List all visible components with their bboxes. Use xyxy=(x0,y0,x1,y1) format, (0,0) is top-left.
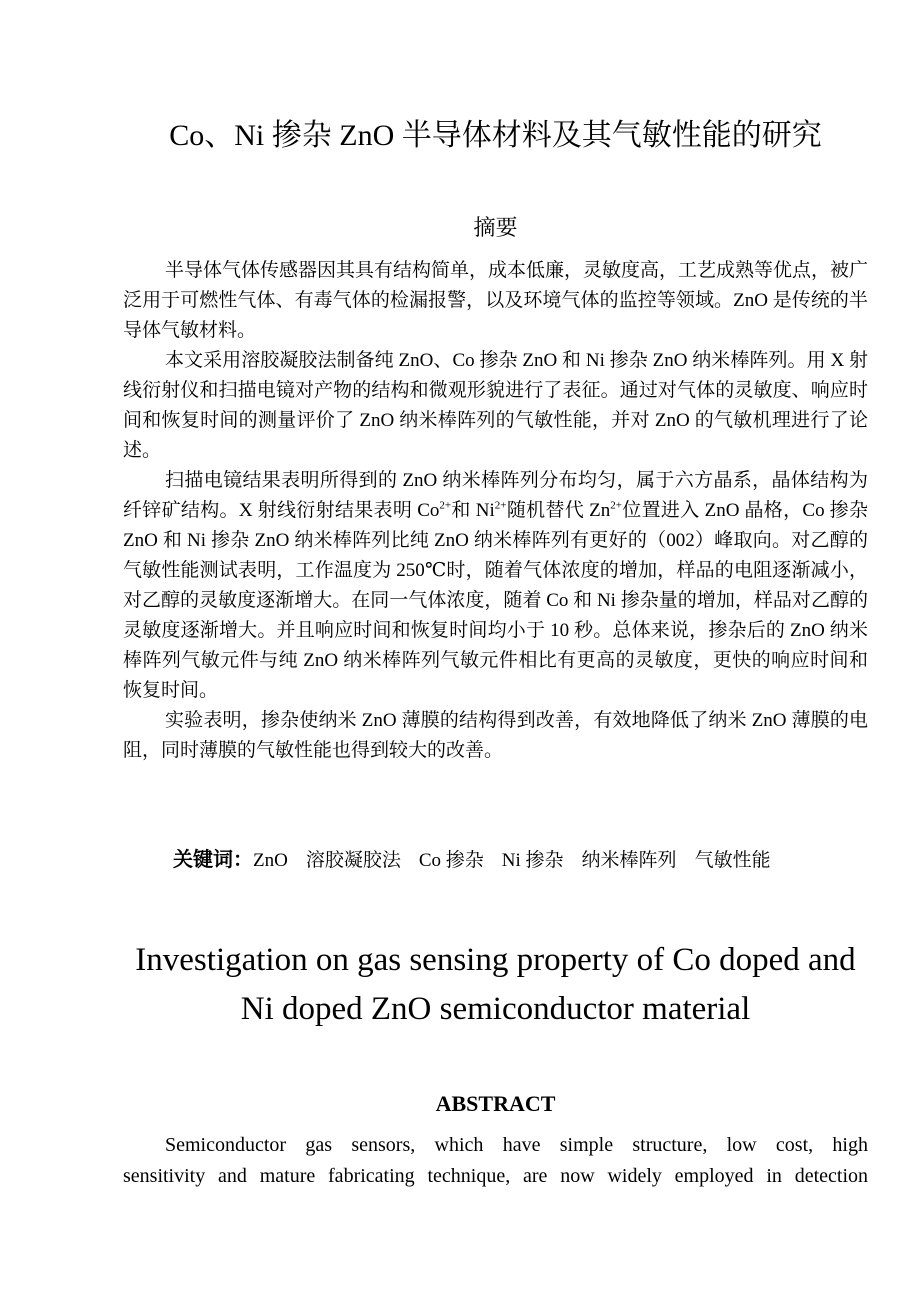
keyword-item: Ni 掺杂 xyxy=(501,850,564,871)
paragraph-3-text-1: 扫描电镜结果表明所得到的 ZnO 纳米棒阵列分布均匀，属于六方晶系，晶体结构为纤锌矿结构。X 射线衍射结果表明 Co xyxy=(123,470,868,521)
chinese-abstract-body xyxy=(123,256,868,766)
keyword-item: 气敏性能 xyxy=(694,850,771,871)
keyword-item: 溶胶凝胶法 xyxy=(305,850,401,871)
abstract-paragraph-1: 半导体气体传感器因其具有结构简单，成本低廉，灵敏度高，工艺成熟等优点，被广泛用于可燃性气体、有毒气体的检漏报警，以及环境气体的监控等领域。ZnO 是传统的半导体气敏材料。 xyxy=(123,260,869,341)
chinese-abstract-heading: 摘要 xyxy=(473,216,518,241)
keyword-item: ZnO xyxy=(253,850,288,871)
english-abstract-line-1: Semiconductor gas sensors, which have simple structure, low cost, high xyxy=(165,1134,868,1156)
abstract-paragraph-4: 实验表明，掺杂使纳米 ZnO 薄膜的结构得到改善，有效地降低了纳米 ZnO 薄膜的电阻，同时薄膜的气敏性能也得到较大的改善。 xyxy=(123,710,868,761)
keyword-item: Co 掺杂 xyxy=(418,850,484,871)
keyword-item: 纳米棒阵列 xyxy=(581,850,677,871)
keywords-line xyxy=(173,842,868,878)
paragraph-3-text-3: 随机替代 Zn xyxy=(506,500,611,521)
chinese-title: Co、Ni 掺杂 ZnO 半导体材料及其气敏性能的研究 xyxy=(169,119,822,152)
english-abstract-line-2: sensitivity and mature fabricating technique, are now widely employed in detection xyxy=(123,1165,868,1187)
english-title xyxy=(123,936,868,1034)
english-abstract-body xyxy=(123,1130,868,1192)
paragraph-3-text-2: 和 Ni xyxy=(451,500,495,521)
abstract-paragraph-3 xyxy=(123,466,868,706)
abstract-paragraph-2: 本文采用溶胶凝胶法制备纯 ZnO、Co 掺杂 ZnO 和 Ni 掺杂 ZnO 纳米棒阵列。用 X 射线衍射仪和扫描电镜对产物的结构和微观形貌进行了表征。通过对气体的灵敏度、响应时间和恢复时间的测量评价了 ZnO 纳米棒阵列的气敏性能，并对 ZnO 的气敏机理进行了论述。 xyxy=(123,350,868,461)
english-title-line-1: Investigation on gas sensing property of Co doped and xyxy=(135,942,856,978)
superscript-ni-charge: 2+ xyxy=(494,499,507,512)
superscript-co-charge: 2+ xyxy=(439,499,452,512)
english-abstract-heading: ABSTRACT xyxy=(435,1091,556,1116)
keywords-label: 关键词： xyxy=(173,847,253,871)
english-title-line-2: Ni doped ZnO semiconductor material xyxy=(240,991,751,1027)
paragraph-3-text-4: 位置进入 ZnO 晶格，Co 掺杂 ZnO 和 Ni 掺杂 ZnO 纳米棒阵列比纯 ZnO 纳米棒阵列有更好的（002）峰取向。对乙醇的气敏性能测试表明，工作温度为 250℃时，随着气体浓度的增加，样品的电阻逐渐减小，对乙醇的灵敏度逐渐增大。在同一气体浓度，随着 Co 和 Ni 掺杂量的增加，样品对乙醇的灵敏度逐渐增大。并且响应时间和恢复时间均小于 10 秒。总体来说，掺杂后的 ZnO 纳米棒阵列气敏元件与纯 ZnO 纳米棒阵列气敏元件相比有更高的灵敏度，更快的响应时间和恢复时间。 xyxy=(123,500,868,701)
superscript-zn-charge: 2+ xyxy=(610,499,622,512)
